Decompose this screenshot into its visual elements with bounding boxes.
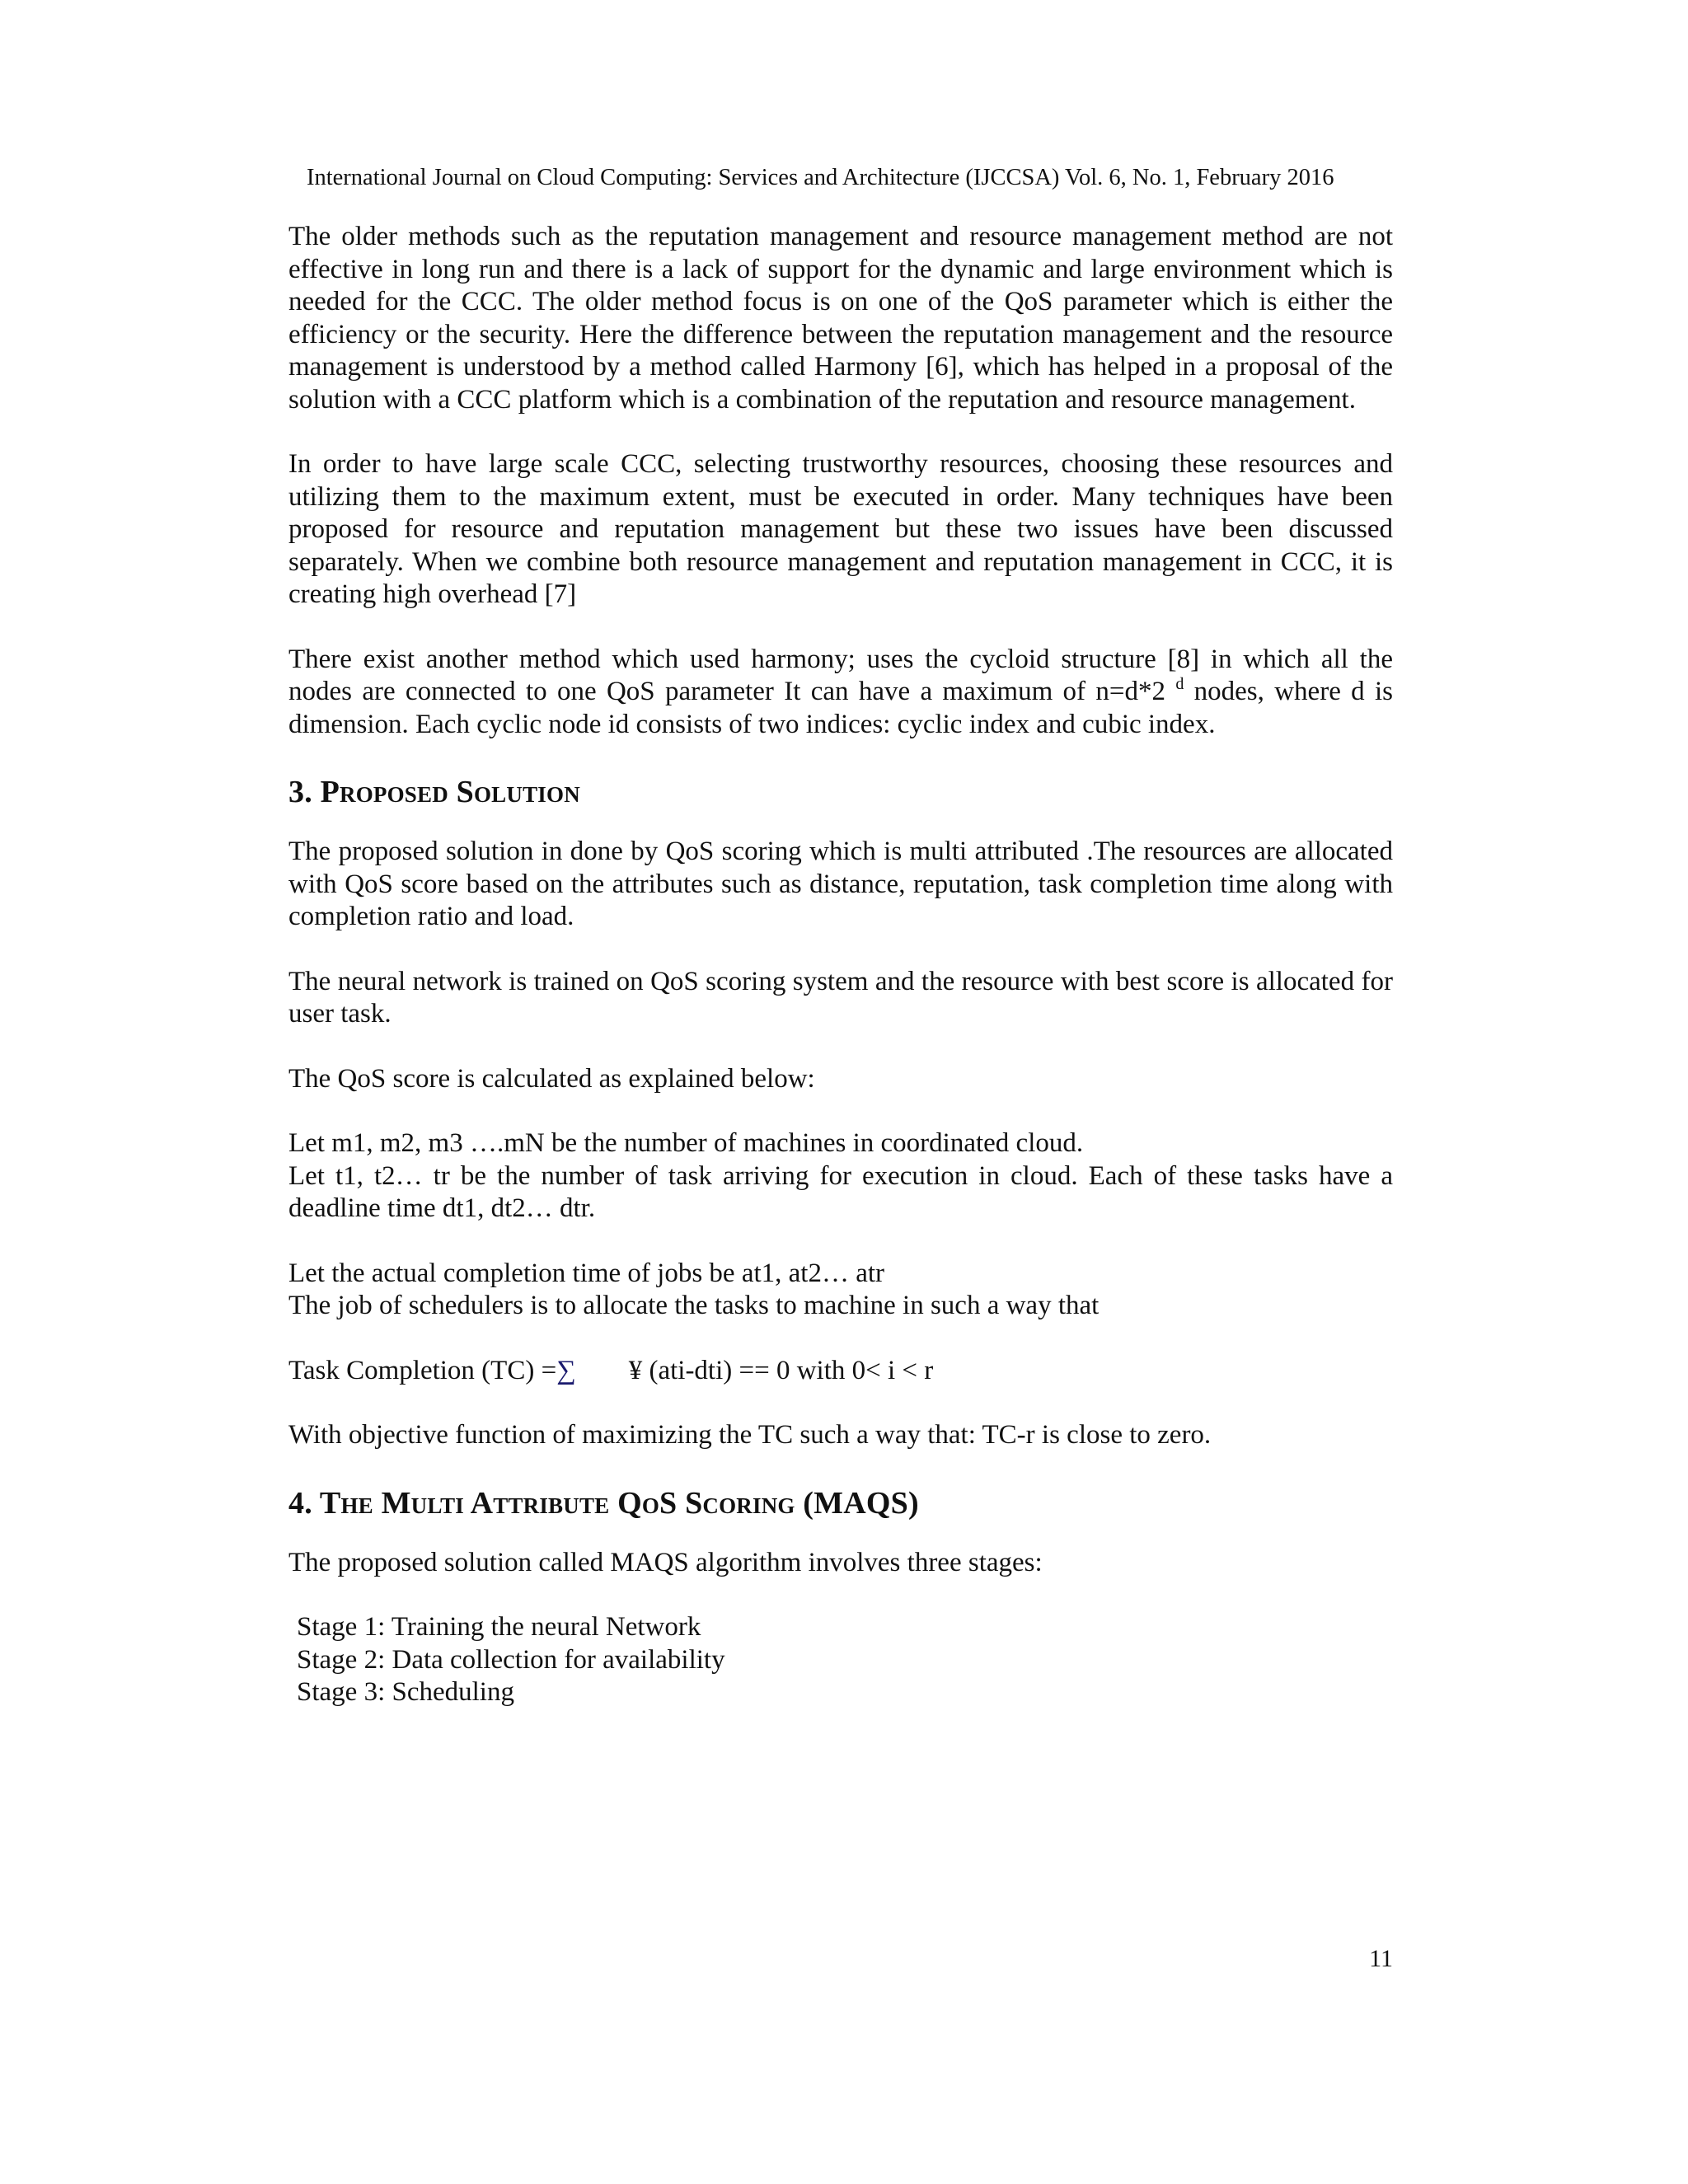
paragraph-qos-score: The QoS score is calculated as explained below: — [288, 1063, 815, 1094]
paragraph-proposed-solution: The proposed solution in done by QoS scoring which is multi attributed .The resources are allocated with QoS score based on the attributes such as distance, reputation, task completion time along with completion ratio and load. — [288, 837, 1393, 931]
superscript-d: d — [1175, 675, 1184, 693]
let-machines: Let m1, m2, m3 ….mN be the number of machines in coordinated cloud. — [288, 1128, 1084, 1158]
formula-right: ¥ (ati-dti) == 0 with 0< i < r — [628, 1355, 934, 1385]
let-completion: Let the actual completion time of jobs be at1, at2… atr — [288, 1258, 885, 1288]
stage-item: Stage 1: Training the neural Network — [297, 1612, 701, 1642]
formula-left: Task Completion (TC) = — [288, 1355, 557, 1385]
stages-list — [288, 1611, 1393, 1709]
let-tasks: Let t1, t2… tr be the number of task arriving for execution in cloud. Each of these tasks have a deadline time dt1, dt2… dtr. — [288, 1160, 1393, 1223]
main-content — [288, 221, 1393, 1709]
task-completion-formula — [288, 1355, 1393, 1388]
let-completion-block — [288, 1258, 1393, 1323]
section-4-heading: 4. The Multi Attribute QoS Scoring (MAQS) — [288, 1485, 919, 1521]
paragraph-objective: With objective function of maximizing the TC such a way that: TC-r is close to zero. — [288, 1420, 1212, 1450]
let-machines-block — [288, 1127, 1393, 1226]
paragraph-neural-network: The neural network is trained on QoS scoring system and the resource with best score is allocated for user task. — [288, 966, 1393, 1029]
page-number: 11 — [1369, 1945, 1393, 1972]
section-3-heading: 3. Proposed Solution — [288, 775, 580, 809]
cycloid-text-b: nodes, where d is dimension. Each cyclic node id consists of two indices: cyclic index and cubic index. — [288, 677, 1393, 739]
sigma-symbol: ∑ — [556, 1355, 576, 1385]
paragraph-cycloid — [288, 644, 1393, 742]
cycloid-text-a: There exist another method which used harmony; uses the cycloid structure [8] in which all the nodes are connected to one QoS parameter It can have a maximum of n=d*2 — [288, 644, 1393, 706]
stage-item: Stage 2: Data collection for availability — [297, 1644, 725, 1675]
paragraph-maqs: The proposed solution called MAQS algorithm involves three stages: — [288, 1547, 1043, 1577]
journal-header: International Journal on Cloud Computing: Services and Architecture (IJCCSA) Vol. 6, No. 1, February 2016 — [307, 165, 1334, 190]
scheduler-job: The job of schedulers is to allocate the tasks to machine in such a way that — [288, 1291, 1100, 1320]
stage-item: Stage 3: Scheduling — [297, 1677, 514, 1707]
paragraph-older-methods: The older methods such as the reputation management and resource management method are not effective in long run and there is a lack of support for the dynamic and large environment which is needed for the CCC. The older method focus is on one of the QoS parameter which is either the efficiency or the security. Here the difference between the reputation management and the resource management is understood by a method called Harmony [6], which has helped in a proposal of the solution with a CCC platform which is a combination of the reputation and resource management. — [288, 222, 1393, 415]
paragraph-large-scale-ccc: In order to have large scale CCC, selecting trustworthy resources, choosing these resources and utilizing them to the maximum extent, must be executed in order. Many techniques have been proposed for resource and reputation management but these two issues have been discussed separately. When we combine both resource management and reputation management in CCC, it is creating high overhead [7] — [288, 449, 1393, 609]
